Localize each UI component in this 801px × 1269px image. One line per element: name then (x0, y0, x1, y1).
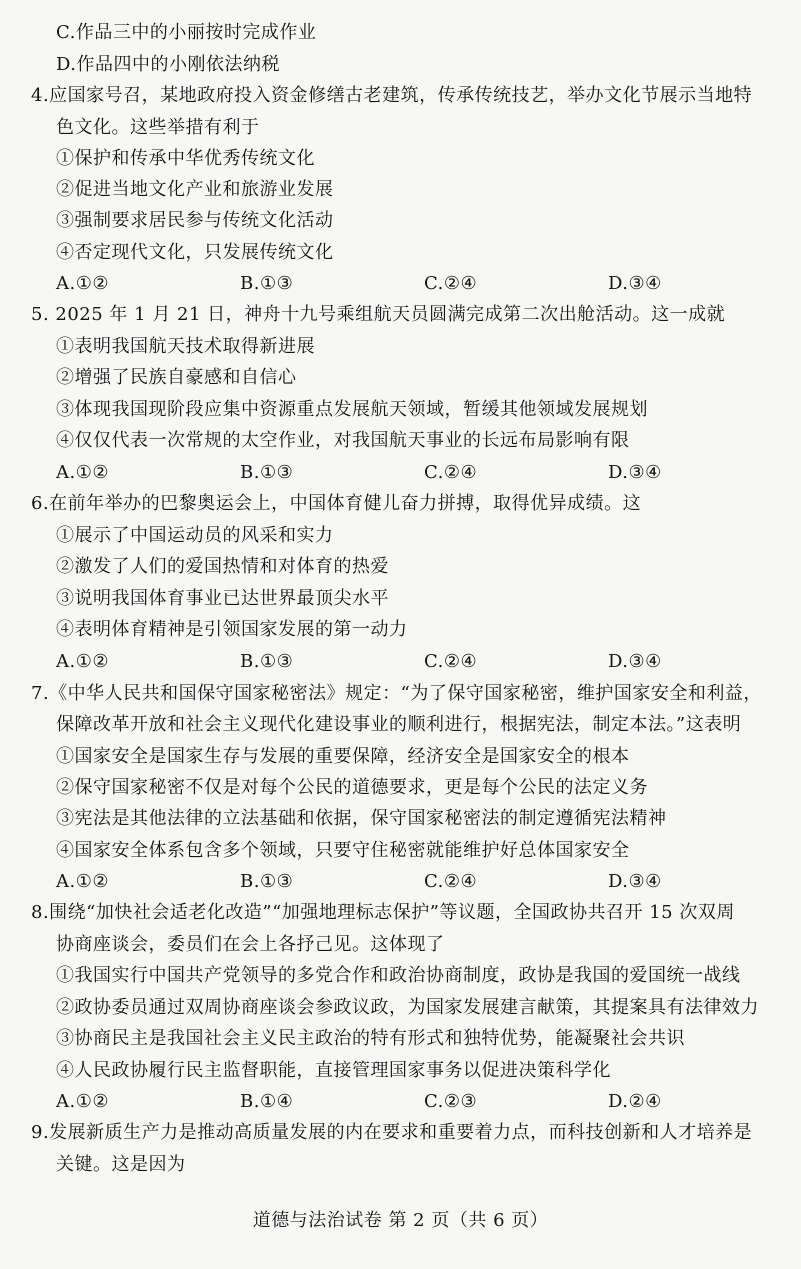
q4-item-2: ②促进当地文化产业和旅游业发展 (56, 179, 334, 200)
q8-choice-a: A.①② (56, 1091, 109, 1112)
q6-item-2: ②激发了人们的爱国热情和对体育的热爱 (56, 556, 389, 577)
q5-choice-b: B.①③ (240, 462, 294, 483)
q8-item-4: ④人民政协履行民主监督职能，直接管理国家事务以促进决策科学化 (56, 1060, 611, 1081)
q9-stem-line-1: 9.发展新质生产力是推动高质量发展的内在要求和重要着力点，而科技创新和人才培养是 (31, 1122, 753, 1143)
q5-item-1: ①表明我国航天技术取得新进展 (56, 336, 315, 357)
q6-item-1: ①展示了中国运动员的风采和实力 (56, 525, 334, 546)
q5-stem-line-1: 5. 2025 年 1 月 21 日，神舟十九号乘组航天员圆满完成第二次出舱活动。这一成就 (31, 304, 726, 325)
page-footer: 道德与法治试卷 第 2 页（共 6 页） (252, 1210, 549, 1231)
q8-item-1: ①我国实行中国共产党领导的多党合作和政治协商制度，政协是我国的爱国统一战线 (56, 965, 741, 986)
q4-item-3: ③强制要求居民参与传统文化活动 (56, 210, 334, 231)
q5-choice-a: A.①② (56, 462, 109, 483)
q8-item-3: ③协商民主是我国社会主义民主政治的特有形式和独特优势，能凝聚社会共识 (56, 1028, 685, 1049)
q6-choice-b: B.①③ (240, 651, 294, 672)
q4-stem-line-1: 4.应国家号召，某地政府投入资金修缮古老建筑，传承传统技艺，举办文化节展示当地特 (31, 85, 753, 106)
q8-choices (56, 1093, 696, 1113)
q6-choices (56, 653, 696, 673)
q4-item-4: ④否定现代文化，只发展传统文化 (56, 242, 334, 263)
q5-item-3: ③体现我国现阶段应集中资源重点发展航天领域，暂缓其他领域发展规划 (56, 399, 648, 420)
q4-choices (56, 275, 696, 295)
q4-choice-b: B.①③ (240, 273, 294, 294)
q7-choice-d: D.③④ (608, 871, 662, 892)
q9-stem-line-2: 关键。这是因为 (56, 1154, 186, 1175)
q5-item-4: ④仅仅代表一次常规的太空作业，对我国航天事业的长远布局影响有限 (56, 430, 630, 451)
q7-stem-line-1: 7.《中华人民共和国保守国家秘密法》规定：“为了保守国家秘密，维护国家安全和利益， (31, 683, 762, 704)
q5-choice-c: C.②④ (424, 462, 478, 483)
q7-choice-a: A.①② (56, 871, 109, 892)
q7-item-1: ①国家安全是国家生存与发展的重要保障，经济安全是国家安全的根本 (56, 746, 630, 767)
q4-choice-d: D.③④ (608, 273, 662, 294)
q4-stem-line-2: 色文化。这些举措有利于 (56, 117, 260, 138)
q4-choice-a: A.①② (56, 273, 109, 294)
q6-item-3: ③说明我国体育事业已达世界最顶尖水平 (56, 588, 389, 609)
q8-choice-d: D.②④ (608, 1091, 662, 1112)
q6-choice-d: D.③④ (608, 651, 662, 672)
q6-choice-a: A.①② (56, 651, 109, 672)
q8-stem-line-1: 8.围绕“加快社会适老化改造”“加强地理标志保护”等议题，全国政协共召开 15 次双周 (31, 902, 735, 923)
q7-choice-b: B.①③ (240, 871, 294, 892)
q7-item-3: ③宪法是其他法律的立法基础和依据，保守国家秘密法的制定遵循宪法精神 (56, 808, 667, 829)
q7-stem-line-2: 保障改革开放和社会主义现代化建设事业的顺利进行，根据宪法，制定本法。”这表明 (56, 714, 742, 735)
q8-item-2: ②政协委员通过双周协商座谈会参政议政，为国家发展建言献策，其提案具有法律效力 (56, 997, 759, 1018)
q6-choice-c: C.②④ (424, 651, 478, 672)
q8-choice-c: C.②③ (424, 1091, 478, 1112)
q7-choice-c: C.②④ (424, 871, 478, 892)
q4-item-1: ①保护和传承中华优秀传统文化 (56, 148, 315, 169)
q8-choice-b: B.①④ (240, 1091, 294, 1112)
q5-choices (56, 464, 696, 484)
prev-option-c: C.作品三中的小丽按时完成作业 (56, 22, 317, 43)
q5-item-2: ②增强了民族自豪感和自信心 (56, 367, 297, 388)
q7-item-4: ④国家安全体系包含多个领域，只要守住秘密就能维护好总体国家安全 (56, 840, 630, 861)
q6-stem-line-1: 6.在前年举办的巴黎奥运会上，中国体育健儿奋力拼搏，取得优异成绩。这 (31, 493, 642, 514)
q5-choice-d: D.③④ (608, 462, 662, 483)
q4-choice-c: C.②④ (424, 273, 478, 294)
q7-choices (56, 873, 696, 893)
q7-item-2: ②保守国家秘密不仅是对每个公民的道德要求，更是每个公民的法定义务 (56, 777, 648, 798)
q6-item-4: ④表明体育精神是引领国家发展的第一动力 (56, 619, 408, 640)
prev-option-d: D.作品四中的小刚依法纳税 (56, 54, 281, 75)
q8-stem-line-2: 协商座谈会，委员们在会上各抒己见。这体现了 (56, 934, 445, 955)
